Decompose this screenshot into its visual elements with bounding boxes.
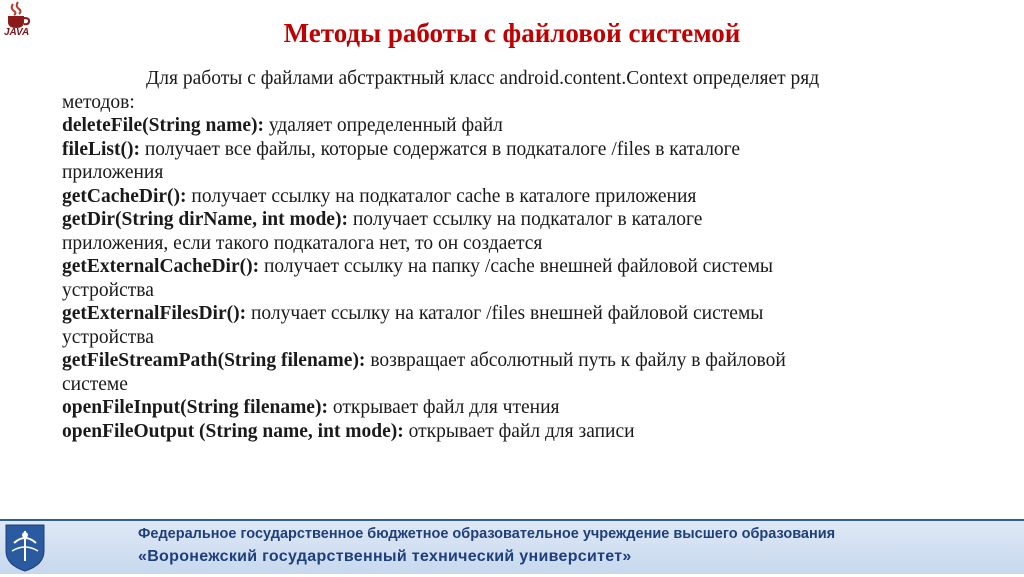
method-desc-cont: устройства <box>62 279 154 301</box>
method-name: getExternalCacheDir(): <box>62 256 260 277</box>
method-desc: получает все файлы, которые содержатся в подкаталоге /files в каталоге <box>139 138 741 160</box>
method-name: getCacheDir(): <box>62 185 187 207</box>
method-desc: удаляет определенный файл <box>263 115 503 136</box>
method-desc: открывает файл для записи <box>403 420 635 442</box>
method-line <box>62 114 962 138</box>
footer-institution-line: Федеральное государственное бюджетное образовательное учреждение высшего образования <box>138 526 836 542</box>
content-body <box>62 67 962 443</box>
intro-line: Для работы с файлами абстрактный класс android.content.Context определяет ряд <box>146 68 820 89</box>
method-line <box>62 208 962 232</box>
method-desc-cont: системе <box>62 373 128 395</box>
method-line <box>62 349 962 373</box>
method-line <box>62 185 962 209</box>
footer-divider <box>0 519 1024 521</box>
footer-university-name: «Воронежский государственный технический университет» <box>138 548 632 565</box>
method-desc: получает ссылку на папку /cache внешней файловой системы <box>259 256 774 277</box>
slide-title: Методы работы с файловой системой <box>283 18 741 48</box>
method-line <box>62 138 962 162</box>
method-name: getFileStreamPath(String filename): <box>62 350 366 371</box>
method-line <box>62 420 962 444</box>
method-name: openFileOutput (String name, int mode): <box>62 420 404 442</box>
method-desc: получает ссылку на подкаталог cache в каталоге приложения <box>186 185 697 207</box>
method-desc: открывает файл для чтения <box>327 397 560 418</box>
method-name: deleteFile(String name): <box>62 115 264 136</box>
method-line <box>62 396 962 420</box>
method-desc-cont: приложения, если такого подкаталога нет, то он создается <box>62 232 543 254</box>
method-line <box>62 302 962 326</box>
method-line <box>62 255 962 279</box>
method-desc: возвращает абсолютный путь к файлу в файловой <box>365 350 786 371</box>
method-desc-cont: устройства <box>62 326 154 348</box>
method-name: getExternalFilesDir(): <box>62 303 247 324</box>
method-desc-cont: приложения <box>62 162 164 183</box>
intro-line: методов: <box>62 91 135 113</box>
method-name: getDir(String dirName, int mode): <box>62 209 348 230</box>
logo-text: JAVA <box>4 27 30 38</box>
method-name: fileList(): <box>62 138 140 160</box>
method-desc: получает ссылку на подкаталог в каталоге <box>347 209 703 230</box>
method-desc: получает ссылку на каталог /files внешней файловой системы <box>246 303 764 324</box>
method-name: openFileInput(String filename): <box>62 397 328 418</box>
university-emblem-icon <box>2 521 48 572</box>
